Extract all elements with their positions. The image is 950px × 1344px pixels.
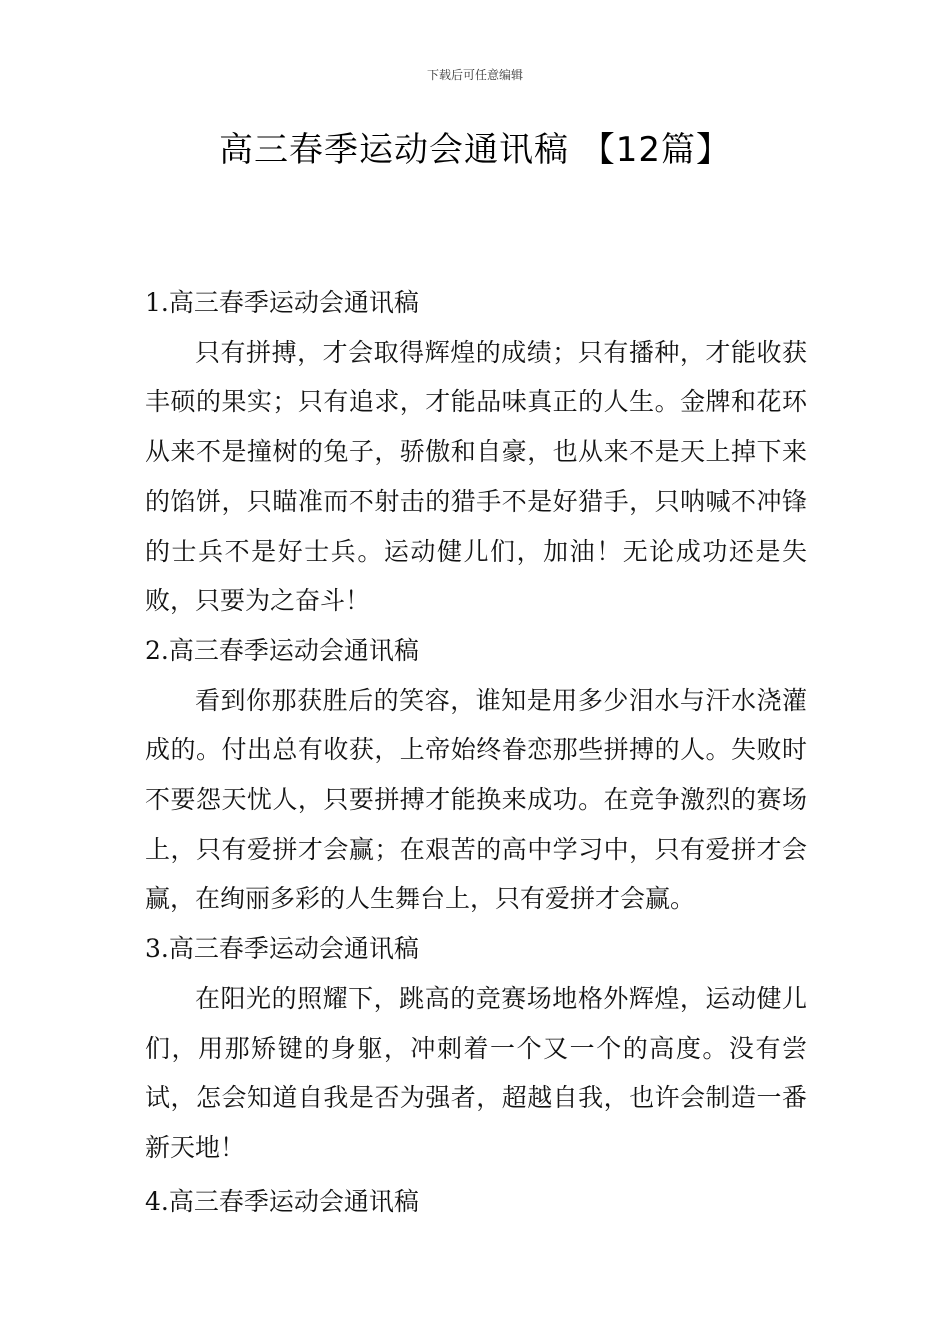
section-heading-3: 3.高三春季运动会通讯稿: [145, 934, 419, 964]
header-note: 下载后可任意编辑: [426, 68, 523, 82]
section-heading-2: 2.高三春季运动会通讯稿: [145, 635, 419, 665]
section-paragraph-2: 看到你那获胜后的笑容，谁知是用多少泪水与汗水浇灌成的。付出总有收获，上帝始终眷恋那些拼搏的人。失败时不要怨天忧人，只要拼搏才能换来成功。在竞争激烈的赛场上，只有爱拼才会赢；在艰苦的高中学习中，只有爱拼才会赢，在绚丽多彩的人生舞台上，只有爱拼才会赢。: [145, 685, 807, 914]
section-paragraph-1: 只有拼搏，才会取得辉煌的成绩；只有播种，才能收获丰硕的果实；只有追求，才能品味真正的人生。金牌和花环从来不是撞树的兔子，骄傲和自豪，也从来不是天上掉下来的馅饼，只瞄准而不射击的猎手不是好猎手，只呐喊不冲锋的士兵不是好士兵。运动健儿们，加油！无论成功还是失败，只要为之奋斗！: [145, 337, 807, 616]
section-paragraph-3: 在阳光的照耀下，跳高的竞赛场地格外辉煌，运动健儿们，用那矫键的身躯，冲刺着一个又一个的高度。没有尝试，怎会知道自我是否为强者，超越自我，也许会制造一番新天地！: [145, 983, 807, 1162]
document-title: 高三春季运动会通讯稿 【12篇】: [218, 130, 732, 170]
section-heading-4: 4.高三春季运动会通讯稿: [145, 1186, 419, 1216]
document-body: [145, 278, 807, 1226]
section-heading-1: 1.高三春季运动会通讯稿: [145, 288, 419, 317]
